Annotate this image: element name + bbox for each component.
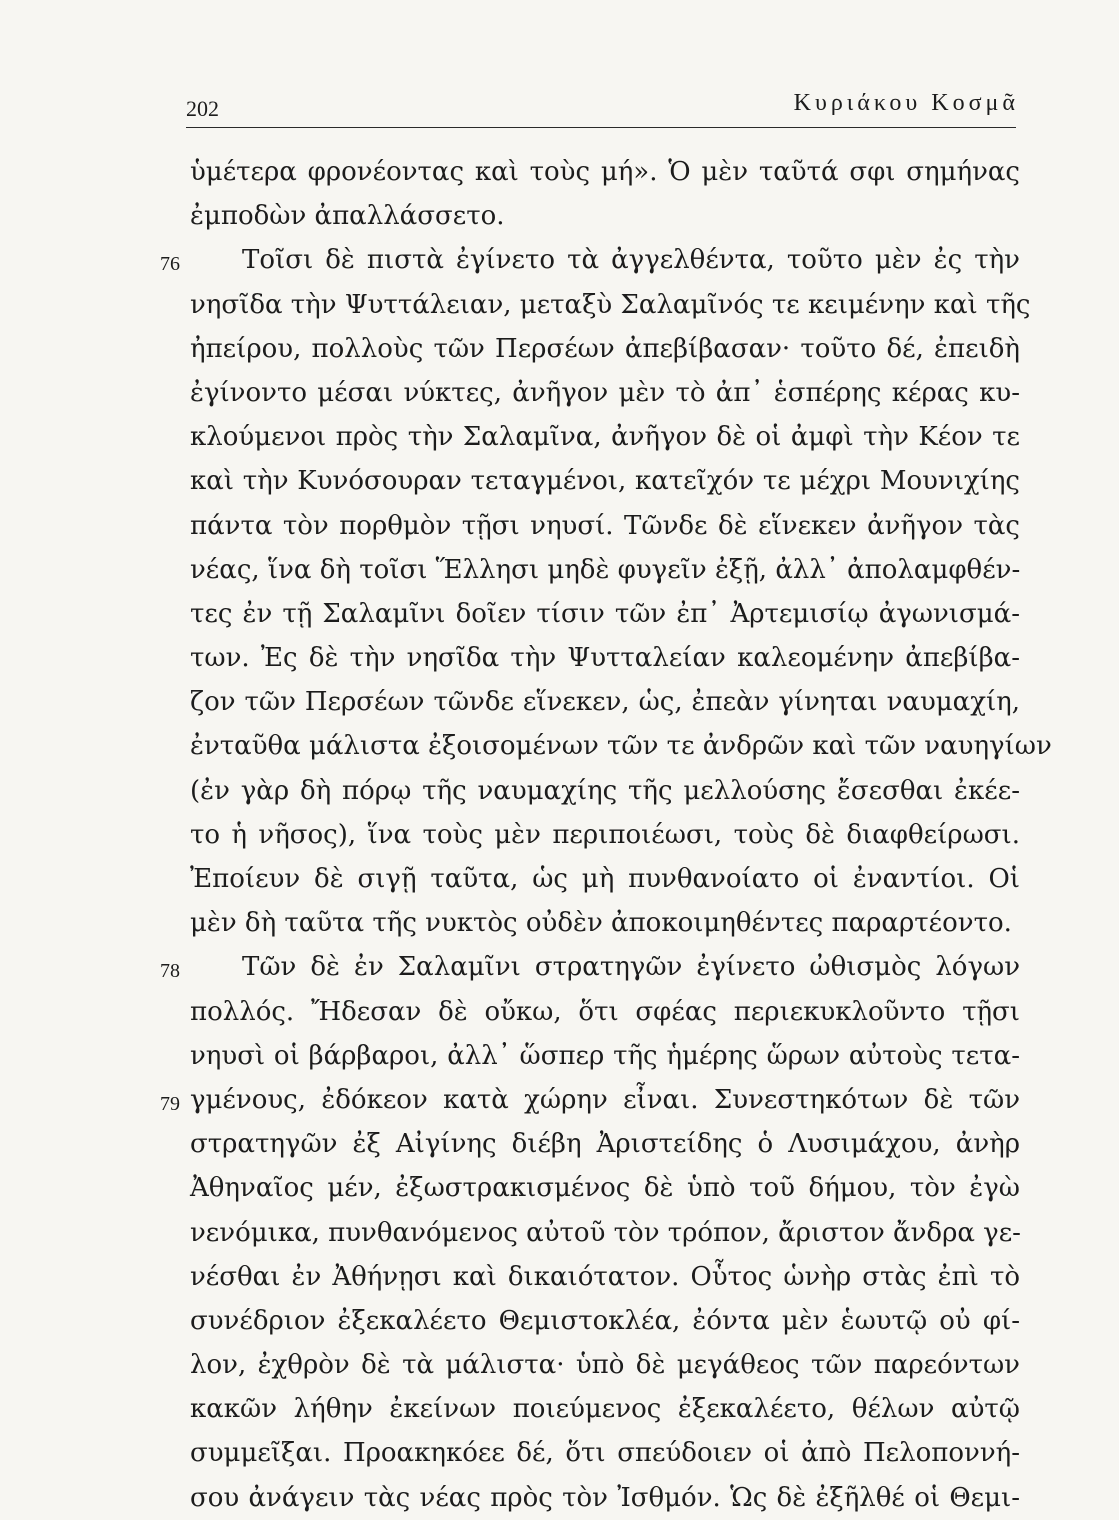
text-line-content: (ἐν γὰρ δὴ πόρῳ τῆς ναυμαχίης τῆς μελλούσης ἔσεσθαι ἐκέε-	[190, 775, 1020, 806]
text-line	[190, 1122, 1020, 1166]
text-line	[190, 150, 1020, 194]
text-line-content: νηυσὶ οἱ βάρβαροι, ἀλλ᾽ ὥσπερ τῆς ἡμέρης ὥρων αὐτοὺς τετα-	[190, 1040, 1020, 1071]
page-number: 202	[186, 96, 219, 121]
header-rule	[186, 127, 1016, 128]
text-line	[190, 680, 1020, 724]
text-line	[190, 1034, 1020, 1078]
text-line-content: μὲν δὴ ταῦτα τῆς νυκτὸς οὐδὲν ἀποκοιμηθέντες παραρτέοντο.	[190, 908, 1012, 939]
text-line	[190, 327, 1020, 371]
text-line-content: νέας, ἵνα δὴ τοῖσι Ἕλλησι μηδὲ φυγεῖν ἐξῇ, ἀλλ᾽ ἀπολαμφθέν-	[190, 554, 1021, 585]
text-line	[190, 1431, 1020, 1475]
text-line-content: νενόμικα, πυνθανόμενος αὐτοῦ τὸν τρόπον, ἄριστον ἄνδρα γε-	[190, 1217, 1021, 1248]
text-line	[190, 901, 1020, 945]
text-line	[190, 1387, 1020, 1431]
text-line	[190, 636, 1020, 680]
text-line	[190, 504, 1020, 548]
text-line	[190, 1255, 1020, 1299]
text-line-content: ἐγίνοντο μέσαι νύκτες, ἀνῆγον μὲν τὸ ἀπ᾽ ἑσπέρης κέρας κυ-	[190, 377, 1020, 408]
text-line	[190, 1476, 1020, 1520]
text-line-content: πολλός. Ἤδεσαν δὲ οὔκω, ὅτι σφέας περιεκυκλοῦντο τῇσι	[190, 996, 1020, 1027]
text-line	[190, 1343, 1020, 1387]
text-line-content: Ἀθηναῖος μέν, ἐξωστρακισμένος δὲ ὑπὸ τοῦ δήμου, τὸν ἐγὼ	[190, 1173, 1020, 1204]
text-line-content: ζον τῶν Περσέων τῶνδε εἵνεκεν, ὡς, ἐπεὰν γίνηται ναυμαχίη,	[190, 687, 1020, 718]
text-line-content: τες ἐν τῇ Σαλαμῖνι δοῖεν τίσιν τῶν ἐπ᾽ Ἀρτεμισίῳ ἀγωνισμά-	[190, 598, 1020, 629]
text-line	[190, 283, 1031, 327]
text-line-content: ἠπείρου, πολλοὺς τῶν Περσέων ἀπεβίβασαν· τοῦτο δέ, ἐπειδὴ	[190, 333, 1020, 364]
text-line	[160, 238, 1020, 282]
text-line	[190, 990, 1020, 1034]
text-line-content: το ἡ νῆσος), ἵνα τοὺς μὲν περιποιέωσι, τοὺς δὲ διαφθείρωσι.	[190, 819, 1020, 850]
text-line-content: συνέδριον ἐξεκαλέετο Θεμιστοκλέα, ἐόντα μὲν ἑωυτῷ οὐ φί-	[190, 1305, 1020, 1336]
text-line	[190, 371, 1020, 415]
text-line	[190, 1211, 1020, 1255]
text-line-content: καὶ τὴν Κυνόσουραν τεταγμένοι, κατεῖχόν τε μέχρι Μουνιχίης	[190, 466, 1020, 497]
text-line	[190, 724, 1052, 768]
text-line-content: ὑμέτερα φρονέοντας καὶ τοὺς μή». Ὁ μὲν ταῦτά σφι σημήνας	[190, 157, 1020, 187]
section-number: 76	[160, 253, 180, 276]
text-line-content: ἐμποδὼν ἀπαλλάσσετο.	[190, 201, 505, 232]
text-line-content: Ἐποίευν δὲ σιγῇ ταῦτα, ὡς μὴ πυνθανοίατο οἱ ἐναντίοι. Οἱ	[190, 864, 1020, 894]
text-line-content: Τῶν δὲ ἐν Σαλαμῖνι στρατηγῶν ἐγίνετο ὠθισμὸς λόγων	[242, 952, 1020, 983]
text-line-content: ἐνταῦθα μάλιστα ἐξοισομένων τῶν τε ἀνδρῶν καὶ τῶν ναυηγίων	[190, 731, 1052, 762]
text-line	[160, 945, 1020, 989]
text-line-content: κλούμενοι πρὸς τὴν Σαλαμῖνα, ἀνῆγον δὲ οἱ ἀμφὶ τὴν Κέον τε	[190, 422, 1020, 453]
text-line-content: Τοῖσι δὲ πιστὰ ἐγίνετο τὰ ἀγγελθέντα, τοῦτο μὲν ἐς τὴν	[242, 245, 1020, 276]
text-line	[190, 1299, 1020, 1343]
text-line	[160, 1078, 1020, 1122]
text-line	[190, 592, 1020, 636]
text-line-content: σου ἀνάγειν τὰς νέας πρὸς τὸν Ἰσθμόν. Ὡς δὲ ἐξῆλθέ οἱ Θεμι-	[190, 1482, 1020, 1513]
text-line	[190, 415, 1020, 459]
running-head: Κυριάκου Κοσμᾶ	[793, 90, 1019, 116]
body-text	[160, 150, 1052, 1520]
text-line-content: λον, ἐχθρὸν δὲ τὰ μάλιστα· ὑπὸ δὲ μεγάθεος τῶν παρεόντων	[190, 1350, 1020, 1381]
text-line-content: συμμεῖξαι. Προακηκόεε δέ, ὅτι σπεύδοιεν οἱ ἀπὸ Πελοποννή-	[190, 1438, 1020, 1469]
section-number: 78	[160, 960, 180, 983]
text-line-content: νησῖδα τὴν Ψυττάλειαν, μεταξὺ Σαλαμῖνός τε κειμένην καὶ τῆς	[190, 289, 1031, 320]
text-line-content: των. Ἐς δὲ τὴν νησῖδα τὴν Ψυτταλείαν καλεομένην ἀπεβίβα-	[190, 643, 1020, 674]
text-line-content: πάντα τὸν πορθμὸν τῇσι νηυσί. Τῶνδε δὲ εἵνεκεν ἀνῆγον τὰς	[190, 510, 1020, 541]
text-line	[190, 813, 1020, 857]
section-number: 79	[160, 1092, 180, 1115]
text-line	[190, 857, 1020, 901]
text-line-content: γμένους, ἐδόκεον κατὰ χώρην εἶναι. Συνεστηκότων δὲ τῶν	[190, 1084, 1020, 1115]
text-line	[190, 194, 1020, 238]
text-line-content: στρατηγῶν ἐξ Αἰγίνης διέβη Ἀριστείδης ὁ Λυσιμάχου, ἀνὴρ	[190, 1129, 1020, 1160]
text-line-content: κακῶν λήθην ἐκείνων ποιεύμενος ἐξεκαλέετο, θέλων αὐτῷ	[190, 1394, 1020, 1425]
text-line	[190, 769, 1020, 813]
text-line-content: νέσθαι ἐν Ἀθήνῃσι καὶ δικαιότατον. Οὗτος ὡνὴρ στὰς ἐπὶ τὸ	[190, 1261, 1020, 1292]
text-line	[190, 459, 1020, 503]
text-line	[190, 1166, 1020, 1210]
text-line	[190, 548, 1020, 592]
